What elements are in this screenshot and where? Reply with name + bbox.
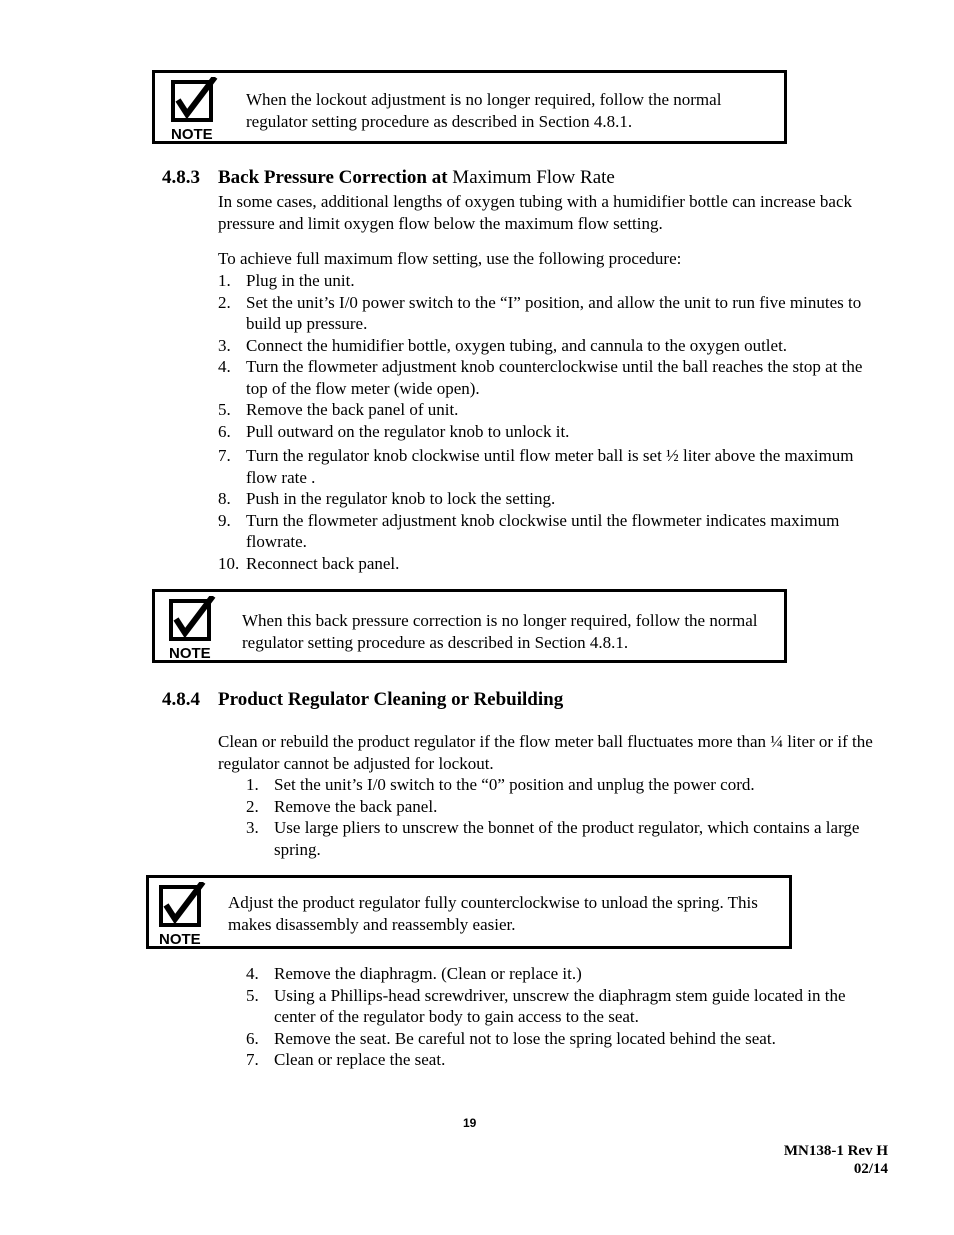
note-icon-label: NOTE — [159, 931, 201, 948]
list-item: 5. Remove the back panel of unit. — [218, 400, 459, 419]
section-heading-4-8-3 — [162, 167, 615, 189]
note-box-back-pressure — [152, 589, 787, 663]
note-text: When this back pressure correction is no longer required, follow the normal regulator setting procedure as described in Section 4.8.1. — [242, 611, 758, 652]
note-icon-label: NOTE — [171, 126, 213, 143]
list-item: 5. Using a Phillips-head screwdriver, unscrew the diaphragm stem guide located in the center of the regulator body to gain access to the seat. — [246, 985, 846, 1026]
list-item: 8. Push in the regulator knob to lock the setting. — [218, 489, 556, 508]
section-title-bold: Product Regulator Cleaning or Rebuilding — [218, 689, 564, 710]
note-box-regulator-spring — [146, 875, 792, 949]
list-item: 4. Remove the diaphragm. (Clean or replace it.) — [246, 964, 582, 983]
section-intro: In some cases, additional lengths of oxygen tubing with a humidifier bottle can increase back pressure and limit oxygen flow below the maximum flow setting. — [218, 192, 853, 233]
checkmark-note-icon — [167, 596, 219, 662]
list-item: 2. Remove the back panel. — [246, 796, 438, 816]
note-text: When the lockout adjustment is no longer required, follow the normal regulator setting procedure as described in Section 4.8.1. — [246, 90, 722, 131]
section-title-plain: Maximum Flow Rate — [452, 167, 615, 188]
section-number: 4.8.4 — [162, 689, 200, 710]
procedure-steps-a — [246, 774, 886, 860]
section-number: 4.8.3 — [162, 167, 200, 188]
procedure-lead: To achieve full maximum flow setting, use the following procedure: — [218, 249, 682, 268]
list-item: 2. Set the unit’s I/0 power switch to the “I” position, and allow the unit to run five minutes to build up pressure. — [218, 292, 862, 333]
list-item: 1. Set the unit’s I/0 switch to the “0” position and unplug the power cord. — [246, 775, 755, 794]
list-item: 9. Turn the flowmeter adjustment knob clockwise until the flowmeter indicates maximum flowrate. — [218, 510, 840, 551]
list-item: 7. Clean or replace the seat. — [246, 1050, 446, 1069]
list-item: 1. Plug in the unit. — [218, 271, 355, 290]
list-item: 6. Remove the seat. Be careful not to lose the spring located behind the seat. — [246, 1028, 776, 1048]
section-intro: Clean or rebuild the product regulator if the flow meter ball fluctuates more than ¼ liter or if the regulator cannot be adjusted for lockout. — [218, 732, 873, 773]
procedure-steps — [218, 270, 888, 574]
checkmark-note-icon — [169, 77, 221, 143]
note-box-lockout — [152, 70, 787, 144]
list-item: 7. Turn the regulator knob clockwise until flow meter ball is set ½ liter above the maximum flow rate . — [218, 446, 854, 487]
list-item: 10. Reconnect back panel. — [218, 553, 400, 573]
section-title-bold: Back Pressure Correction at — [218, 167, 448, 188]
list-item: 6. Pull outward on the regulator knob to unlock it. — [218, 421, 570, 441]
section-heading-4-8-4 — [162, 689, 563, 711]
page-number: 19 — [463, 1116, 477, 1130]
document-revision: MN138-1 Rev H — [783, 1143, 888, 1159]
note-icon-label: NOTE — [169, 645, 211, 662]
checkmark-note-icon — [157, 882, 209, 948]
document-date: 02/14 — [853, 1161, 888, 1177]
list-item: 3. Use large pliers to unscrew the bonnet of the product regulator, which contains a large spring. — [246, 818, 860, 859]
procedure-steps-b — [246, 963, 886, 1071]
list-item: 3. Connect the humidifier bottle, oxygen tubing, and cannula to the oxygen outlet. — [218, 335, 788, 355]
document-id — [784, 1142, 888, 1178]
list-item: 4. Turn the flowmeter adjustment knob counterclockwise until the ball reaches the stop at the top of the flow meter (wide open). — [218, 357, 863, 398]
note-text: Adjust the product regulator fully counterclockwise to unload the spring. This makes disassembly and reassembly easier. — [228, 893, 758, 934]
